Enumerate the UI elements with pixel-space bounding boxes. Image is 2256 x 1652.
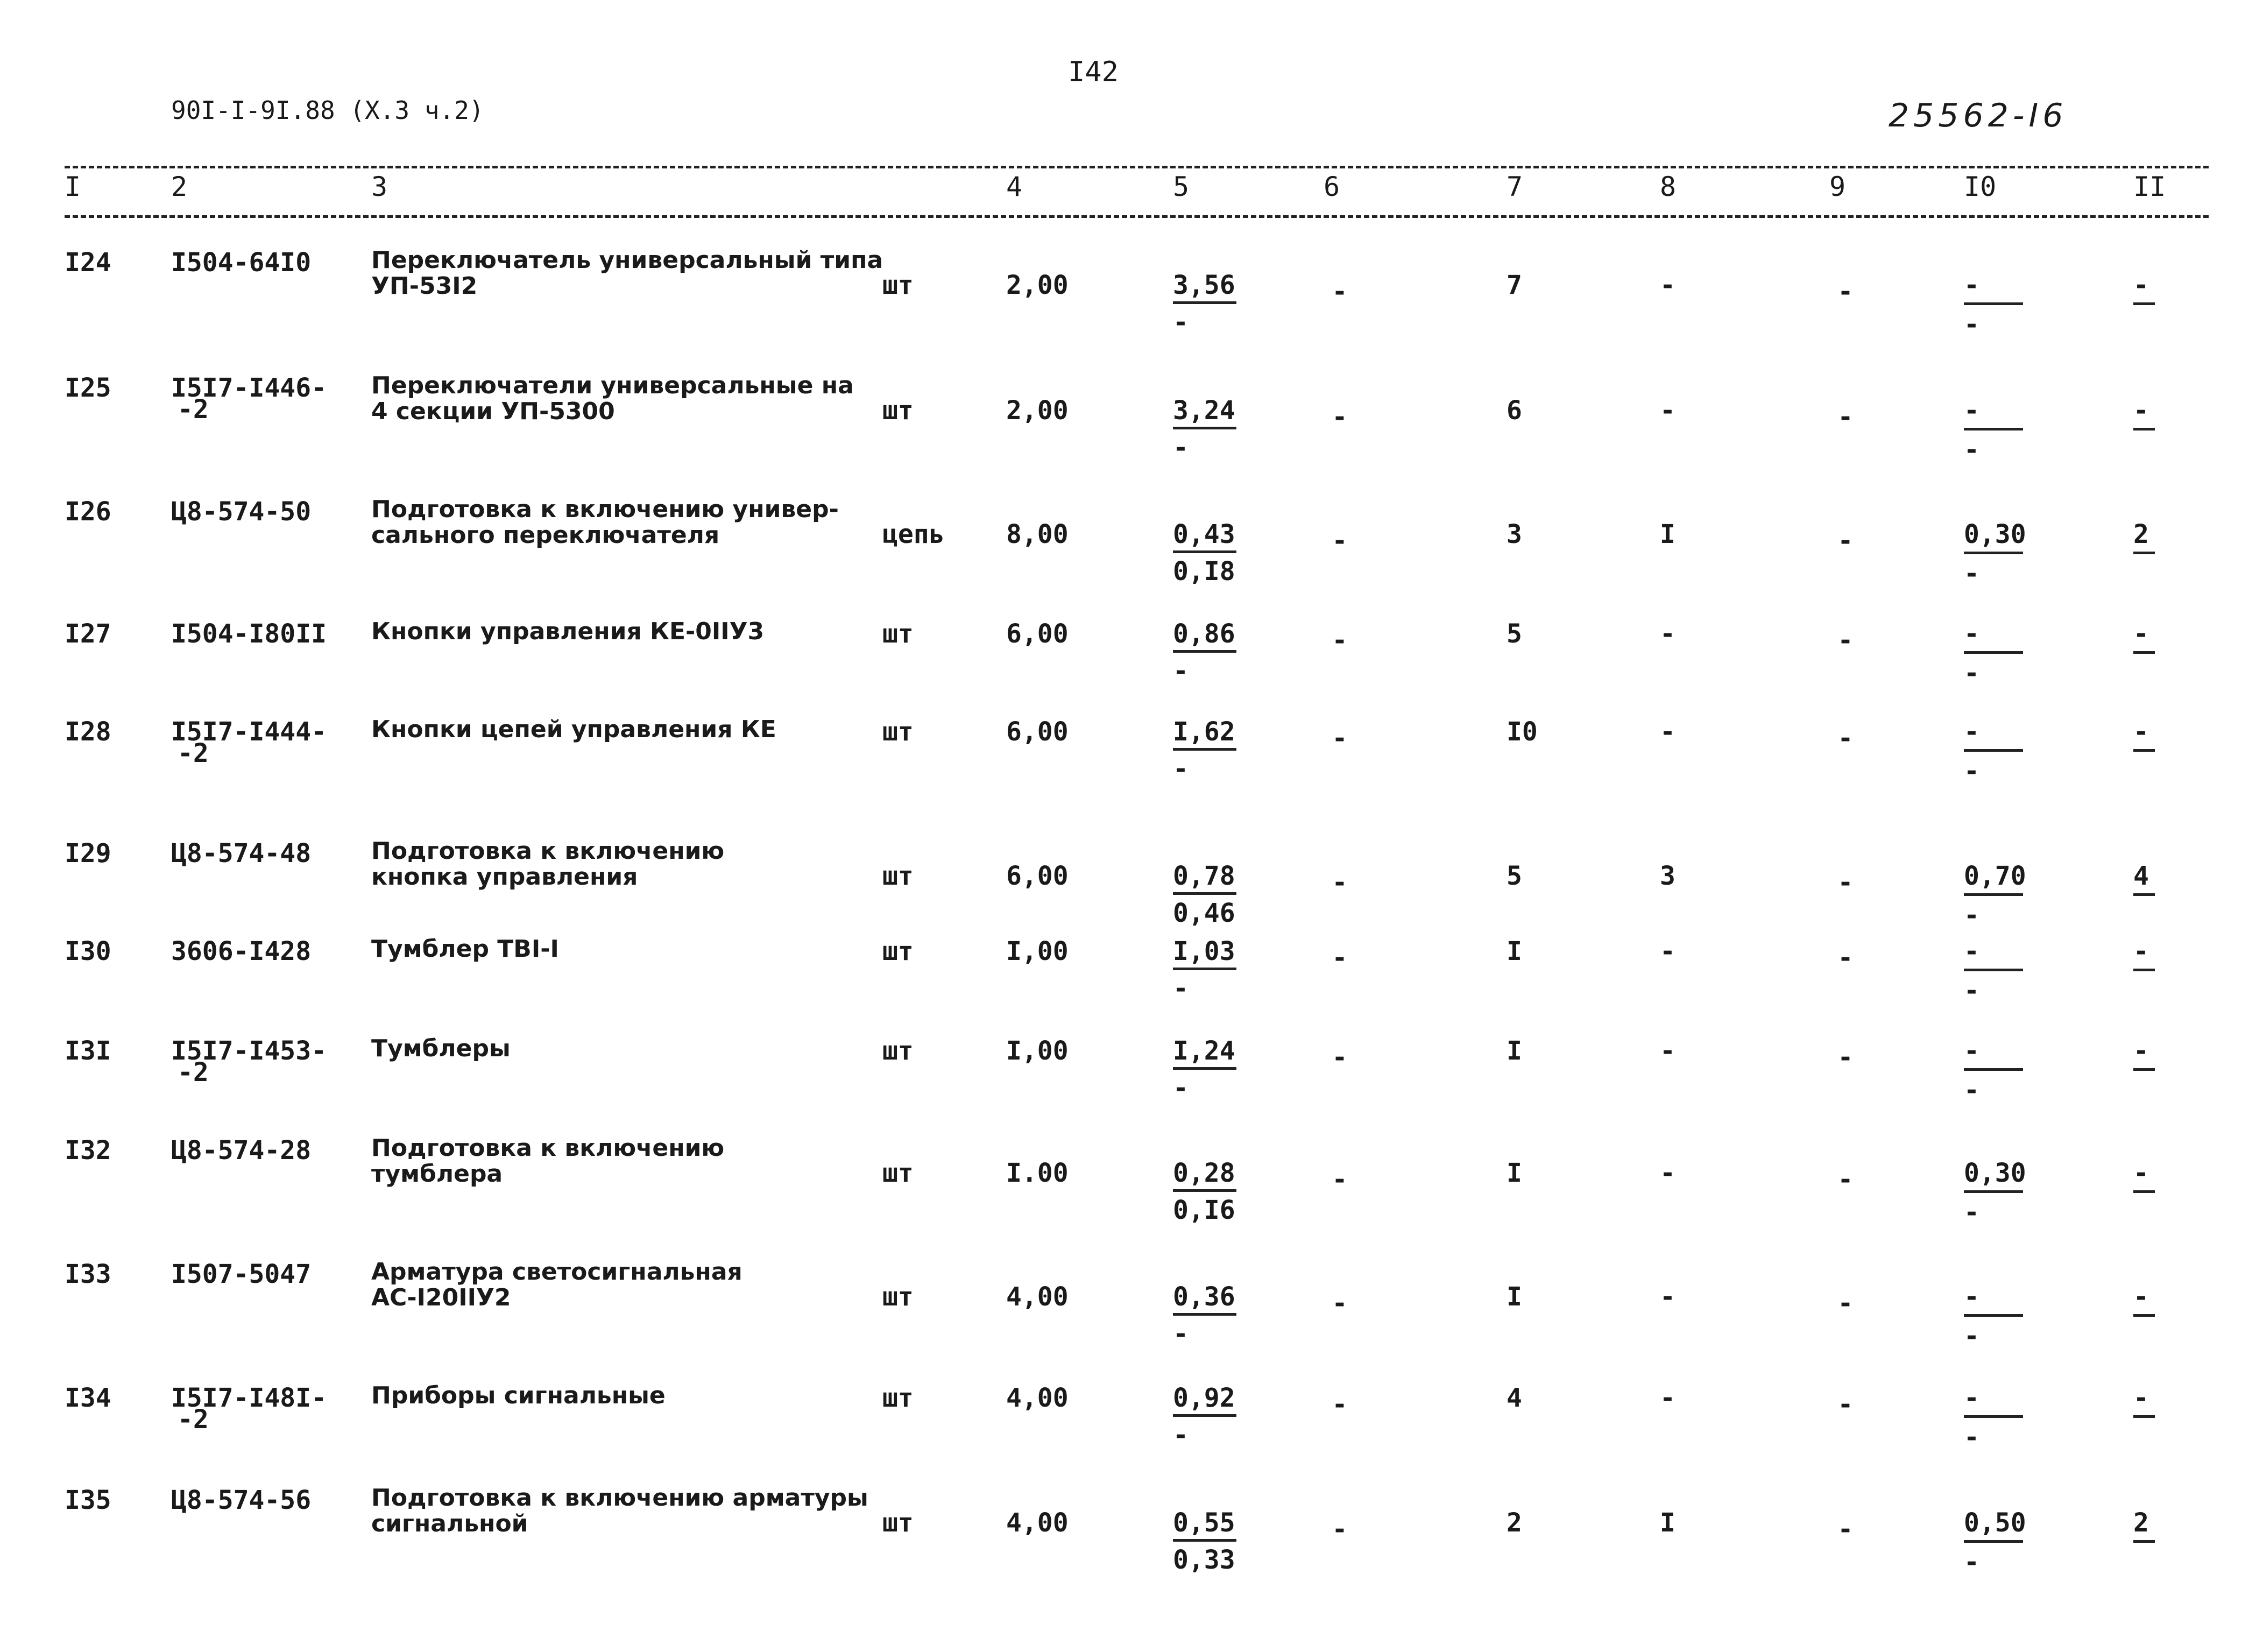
col10-value: - — [1964, 619, 1979, 649]
col5-fraction — [1173, 396, 1248, 463]
col7-value: 5 — [1507, 861, 1522, 891]
col11-fraction — [2133, 936, 2203, 976]
column-header: 8 — [1660, 171, 1677, 202]
col7-value: I — [1507, 1036, 1522, 1066]
col5-fraction — [1173, 1282, 1248, 1349]
item-name-line: Кнопки цепей управления КЕ — [371, 716, 776, 743]
row-number: I26 — [65, 497, 111, 527]
col5-subvalue: 0,I6 — [1173, 1195, 1235, 1225]
fraction-bar — [1964, 1540, 2023, 1543]
handwritten-stamp: 25562-I6 — [1889, 97, 2068, 135]
col10-value: 0,30 — [1964, 1158, 2026, 1188]
quantity: I,00 — [1006, 1036, 1069, 1066]
col5-value: 0,43 — [1173, 519, 1235, 549]
col11-value: 4 — [2133, 861, 2149, 891]
col5-value: I,62 — [1173, 717, 1235, 747]
col5-fraction — [1173, 270, 1248, 337]
col10-subvalue: - — [1964, 309, 1979, 340]
fraction-bar — [2133, 969, 2155, 971]
table-header-rule — [65, 215, 2209, 218]
col5-value: 3,56 — [1173, 270, 1235, 300]
col10-value: - — [1964, 1383, 1979, 1413]
table-row — [0, 717, 2256, 835]
col11-value: - — [2133, 717, 2149, 747]
col10-fraction — [1964, 270, 2034, 340]
col10-value: - — [1964, 270, 1979, 300]
col11-fraction — [2133, 519, 2203, 559]
col9-value: - — [1837, 1288, 1854, 1318]
column-header: 5 — [1173, 171, 1190, 202]
col6-value: - — [1332, 1042, 1348, 1072]
unit: шт — [882, 717, 914, 747]
col5-value: I,03 — [1173, 936, 1235, 966]
quantity: 4,00 — [1006, 1282, 1069, 1312]
column-header: 4 — [1006, 171, 1023, 202]
col11-value: - — [2133, 1036, 2149, 1066]
col11-value: - — [2133, 396, 2149, 426]
col5-fraction — [1173, 1383, 1248, 1450]
fraction-bar — [1173, 1067, 1236, 1070]
col5-subvalue: - — [1173, 433, 1189, 463]
col8-value: - — [1660, 619, 1675, 649]
quantity: 2,00 — [1006, 270, 1069, 300]
col6-value: - — [1332, 943, 1348, 973]
col7-value: 4 — [1507, 1383, 1522, 1413]
col8-value: I — [1660, 519, 1675, 549]
col5-subvalue: 0,I8 — [1173, 556, 1235, 587]
col8-value: - — [1660, 717, 1675, 747]
col11-fraction — [2133, 1036, 2203, 1075]
fraction-bar — [1964, 1068, 2023, 1071]
fraction-bar — [1173, 748, 1236, 751]
col7-value: 3 — [1507, 519, 1522, 549]
fraction-bar — [2133, 1415, 2155, 1418]
col9-value: - — [1837, 402, 1854, 432]
item-code-suffix: -2 — [178, 394, 209, 425]
table-row — [0, 497, 2256, 615]
col11-value: - — [2133, 1282, 2149, 1312]
col6-value: - — [1332, 1514, 1348, 1544]
item-name-line: Кнопки управления КЕ-0IIУ3 — [371, 618, 765, 645]
item-code: Ц8-574-50 — [171, 497, 312, 527]
col9-value: - — [1837, 1042, 1854, 1072]
col5-subvalue: - — [1173, 656, 1189, 686]
row-number: I28 — [65, 717, 111, 747]
col5-value: 0,36 — [1173, 1282, 1235, 1312]
item-name-line: Подготовка к включению арматуры — [371, 1484, 868, 1512]
item-code: I504-64I0 — [171, 248, 312, 278]
col5-subvalue: - — [1173, 754, 1189, 784]
col9-value: - — [1837, 943, 1854, 973]
col10-value: 0,70 — [1964, 861, 2026, 891]
col5-fraction — [1173, 619, 1248, 686]
item-code: Ц8-574-48 — [171, 838, 312, 869]
col10-fraction — [1964, 1383, 2034, 1452]
quantity: 6,00 — [1006, 861, 1069, 891]
column-header: I — [65, 171, 81, 202]
table-row — [0, 373, 2256, 491]
fraction-bar — [1173, 968, 1236, 970]
col10-fraction — [1964, 396, 2034, 465]
row-number: I32 — [65, 1135, 111, 1166]
col9-value: - — [1837, 625, 1854, 655]
item-code: I5I7-I48I- — [171, 1383, 327, 1413]
fraction-bar — [1173, 892, 1236, 895]
col8-value: - — [1660, 1158, 1675, 1188]
col6-value: - — [1332, 723, 1348, 753]
fraction-bar — [1173, 650, 1236, 653]
fraction-bar — [2133, 651, 2155, 654]
col5-subvalue: - — [1173, 307, 1189, 337]
fraction-bar — [1964, 651, 2023, 654]
col8-value: - — [1660, 396, 1675, 426]
fraction-bar — [1964, 1190, 2023, 1193]
fraction-bar — [1173, 1539, 1236, 1542]
item-code-suffix: -2 — [178, 738, 209, 768]
item-code: I507-5047 — [171, 1259, 312, 1289]
table-row — [0, 1259, 2256, 1378]
row-number: I3I — [65, 1036, 111, 1066]
col7-value: 5 — [1507, 619, 1522, 649]
unit: шт — [882, 1282, 914, 1312]
unit: шт — [882, 619, 914, 649]
col9-value: - — [1837, 867, 1854, 898]
fraction-bar — [1173, 427, 1236, 429]
fraction-bar — [2133, 552, 2155, 554]
fraction-bar — [1964, 1314, 2023, 1317]
table-row — [0, 1135, 2256, 1254]
row-number: I34 — [65, 1383, 111, 1413]
quantity: 6,00 — [1006, 717, 1069, 747]
column-header: 3 — [371, 171, 388, 202]
fraction-bar — [1964, 1415, 2023, 1418]
col7-value: 6 — [1507, 396, 1522, 426]
item-name-line: Тумблер ТВI-I — [371, 935, 559, 963]
fraction-bar — [2133, 1314, 2155, 1317]
col8-value: - — [1660, 936, 1675, 966]
col10-fraction — [1964, 519, 2034, 589]
col5-subvalue: 0,33 — [1173, 1545, 1235, 1575]
fraction-bar — [2133, 1540, 2155, 1543]
fraction-bar — [1173, 1414, 1236, 1417]
row-number: I25 — [65, 373, 111, 403]
item-code: I504-I80II — [171, 619, 327, 649]
col6-value: - — [1332, 1288, 1348, 1318]
col10-subvalue: - — [1964, 1422, 1979, 1452]
col11-fraction — [2133, 1158, 2203, 1197]
quantity: I.00 — [1006, 1158, 1069, 1188]
col10-subvalue: - — [1964, 1321, 1979, 1351]
fraction-bar — [1173, 301, 1236, 304]
col9-value: - — [1837, 526, 1854, 556]
col5-value: 0,78 — [1173, 861, 1235, 891]
col8-value: - — [1660, 1282, 1675, 1312]
col5-fraction — [1173, 519, 1248, 587]
col11-fraction — [2133, 1508, 2203, 1547]
column-header: 9 — [1829, 171, 1846, 202]
col10-value: - — [1964, 1282, 1979, 1312]
col11-fraction — [2133, 1282, 2203, 1321]
col5-fraction — [1173, 861, 1248, 928]
col5-subvalue: 0,46 — [1173, 898, 1235, 928]
fraction-bar — [2133, 428, 2155, 430]
col6-value: - — [1332, 625, 1348, 655]
item-name-line: Подготовка к включению — [371, 1134, 725, 1162]
item-name-line: Подготовка к включению универ- — [371, 496, 839, 523]
fraction-bar — [1173, 550, 1236, 553]
col5-fraction — [1173, 1508, 1248, 1575]
col6-value: - — [1332, 1389, 1348, 1420]
col11-value: - — [2133, 1158, 2149, 1188]
item-name-line: сигнальной — [371, 1510, 528, 1537]
col8-value: - — [1660, 1036, 1675, 1066]
row-number: I33 — [65, 1259, 111, 1289]
col11-fraction — [2133, 396, 2203, 435]
col11-fraction — [2133, 1383, 2203, 1422]
col10-subvalue: - — [1964, 1547, 1979, 1577]
column-header: I0 — [1964, 171, 1997, 202]
item-name-line: АС-I20IIУ2 — [371, 1284, 511, 1311]
col10-subvalue: - — [1964, 756, 1979, 786]
col6-value: - — [1332, 1164, 1348, 1195]
table-row — [0, 248, 2256, 366]
col11-fraction — [2133, 619, 2203, 658]
col11-value: - — [2133, 936, 2149, 966]
col5-value: 0,86 — [1173, 619, 1235, 649]
quantity: I,00 — [1006, 936, 1069, 966]
col6-value: - — [1332, 526, 1348, 556]
row-number: I24 — [65, 248, 111, 278]
unit: шт — [882, 1508, 914, 1538]
col10-value: - — [1964, 1036, 1979, 1066]
row-number: I27 — [65, 619, 111, 649]
unit: шт — [882, 936, 914, 966]
item-name-line: Переключатели универсальные на — [371, 372, 854, 399]
row-number: I30 — [65, 936, 111, 966]
col10-fraction — [1964, 1282, 2034, 1351]
item-name-line: сального переключателя — [371, 521, 720, 549]
col10-fraction — [1964, 619, 2034, 688]
col10-subvalue: - — [1964, 435, 1979, 465]
item-name-line: УП-53I2 — [371, 272, 478, 300]
item-code: I5I7-I446- — [171, 373, 327, 403]
col10-value: 0,50 — [1964, 1508, 2026, 1538]
col10-subvalue: - — [1964, 976, 1979, 1006]
col5-fraction — [1173, 717, 1248, 784]
col6-value: - — [1332, 277, 1348, 307]
column-header: 7 — [1507, 171, 1523, 202]
col11-value: - — [2133, 619, 2149, 649]
item-code: Ц8-574-56 — [171, 1485, 312, 1515]
col6-value: - — [1332, 402, 1348, 432]
item-name-line: Арматура светосигнальная — [371, 1258, 742, 1286]
item-code-suffix: -2 — [178, 1057, 209, 1088]
col5-subvalue: - — [1173, 973, 1189, 1004]
unit: шт — [882, 1383, 914, 1413]
unit: шт — [882, 861, 914, 891]
col5-subvalue: - — [1173, 1073, 1189, 1103]
fraction-bar — [1173, 1189, 1236, 1192]
item-name-line: кнопка управления — [371, 863, 638, 891]
col11-fraction — [2133, 717, 2203, 756]
table-top-rule — [65, 166, 2209, 168]
quantity: 2,00 — [1006, 396, 1069, 426]
fraction-bar — [1964, 428, 2023, 430]
unit: шт — [882, 1158, 914, 1188]
col9-value: - — [1837, 277, 1854, 307]
col5-value: 0,55 — [1173, 1508, 1235, 1538]
item-code: I5I7-I444- — [171, 717, 327, 747]
col11-fraction — [2133, 270, 2203, 309]
col5-fraction — [1173, 936, 1248, 1004]
col10-value: 0,30 — [1964, 519, 2026, 549]
col10-fraction — [1964, 717, 2034, 786]
col7-value: I0 — [1507, 717, 1538, 747]
item-name-line: 4 секции УП-5300 — [371, 398, 615, 425]
col7-value: 7 — [1507, 270, 1522, 300]
col10-fraction — [1964, 1036, 2034, 1105]
col10-value: - — [1964, 936, 1979, 966]
col10-fraction — [1964, 936, 2034, 1006]
col10-subvalue: - — [1964, 559, 1979, 589]
col9-value: - — [1837, 723, 1854, 753]
col5-subvalue: - — [1173, 1319, 1189, 1349]
fraction-bar — [1964, 552, 2023, 554]
table-row — [0, 1485, 2256, 1604]
col5-value: 0,92 — [1173, 1383, 1235, 1413]
col5-value: I,24 — [1173, 1036, 1235, 1066]
fraction-bar — [2133, 302, 2155, 305]
col7-value: 2 — [1507, 1508, 1522, 1538]
col5-value: 0,28 — [1173, 1158, 1235, 1188]
table-row — [0, 1383, 2256, 1501]
fraction-bar — [2133, 749, 2155, 752]
fraction-bar — [2133, 1068, 2155, 1071]
fraction-bar — [1964, 302, 2023, 305]
col10-subvalue: - — [1964, 900, 1979, 930]
row-number: I29 — [65, 838, 111, 869]
item-code: 3606-I428 — [171, 936, 312, 966]
col7-value: I — [1507, 1282, 1522, 1312]
col6-value: - — [1332, 867, 1348, 898]
col10-subvalue: - — [1964, 658, 1979, 688]
col9-value: - — [1837, 1514, 1854, 1544]
col8-value: - — [1660, 1383, 1675, 1413]
col10-subvalue: - — [1964, 1075, 1979, 1105]
col7-value: I — [1507, 1158, 1522, 1188]
quantity: 8,00 — [1006, 519, 1069, 549]
unit: шт — [882, 1036, 914, 1066]
col10-value: - — [1964, 717, 1979, 747]
document-code: 90I-I-9I.88 (X.3 ч.2) — [171, 96, 484, 125]
item-name-line: тумблера — [371, 1160, 503, 1188]
unit: шт — [882, 270, 914, 300]
col11-value: - — [2133, 270, 2149, 300]
fraction-bar — [1964, 969, 2023, 971]
quantity: 4,00 — [1006, 1383, 1069, 1413]
unit: цепь — [882, 519, 945, 549]
col10-value: - — [1964, 396, 1979, 426]
item-name-line: Переключатель универсальный типа — [371, 246, 883, 274]
fraction-bar — [1964, 749, 2023, 752]
col11-fraction — [2133, 861, 2203, 900]
item-code-suffix: -2 — [178, 1404, 209, 1435]
col8-value: - — [1660, 270, 1675, 300]
col11-value: - — [2133, 1383, 2149, 1413]
col5-fraction — [1173, 1036, 1248, 1103]
item-code: I5I7-I453- — [171, 1036, 327, 1066]
column-header: II — [2133, 171, 2166, 202]
quantity: 4,00 — [1006, 1508, 1069, 1538]
col10-fraction — [1964, 1158, 2034, 1227]
item-name-line: Подготовка к включению — [371, 837, 725, 865]
fraction-bar — [2133, 893, 2155, 896]
fraction-bar — [1964, 893, 2023, 896]
col8-value: 3 — [1660, 861, 1675, 891]
col8-value: I — [1660, 1508, 1675, 1538]
col10-fraction — [1964, 861, 2034, 930]
col10-fraction — [1964, 1508, 2034, 1577]
col5-value: 3,24 — [1173, 396, 1235, 426]
item-name-line: Приборы сигнальные — [371, 1382, 666, 1409]
col11-value: 2 — [2133, 519, 2149, 549]
col11-value: 2 — [2133, 1508, 2149, 1538]
item-name-line: Тумблеры — [371, 1035, 511, 1062]
fraction-bar — [2133, 1190, 2155, 1193]
col10-subvalue: - — [1964, 1197, 1979, 1227]
fraction-bar — [1173, 1313, 1236, 1316]
col9-value: - — [1837, 1389, 1854, 1420]
column-header: 6 — [1324, 171, 1340, 202]
col7-value: I — [1507, 936, 1522, 966]
unit: шт — [882, 396, 914, 426]
quantity: 6,00 — [1006, 619, 1069, 649]
column-header: 2 — [171, 171, 188, 202]
row-number: I35 — [65, 1485, 111, 1515]
col9-value: - — [1837, 1164, 1854, 1195]
col5-fraction — [1173, 1158, 1248, 1225]
item-code: Ц8-574-28 — [171, 1135, 312, 1166]
col5-subvalue: - — [1173, 1420, 1189, 1450]
page-number: I42 — [1068, 56, 1119, 88]
